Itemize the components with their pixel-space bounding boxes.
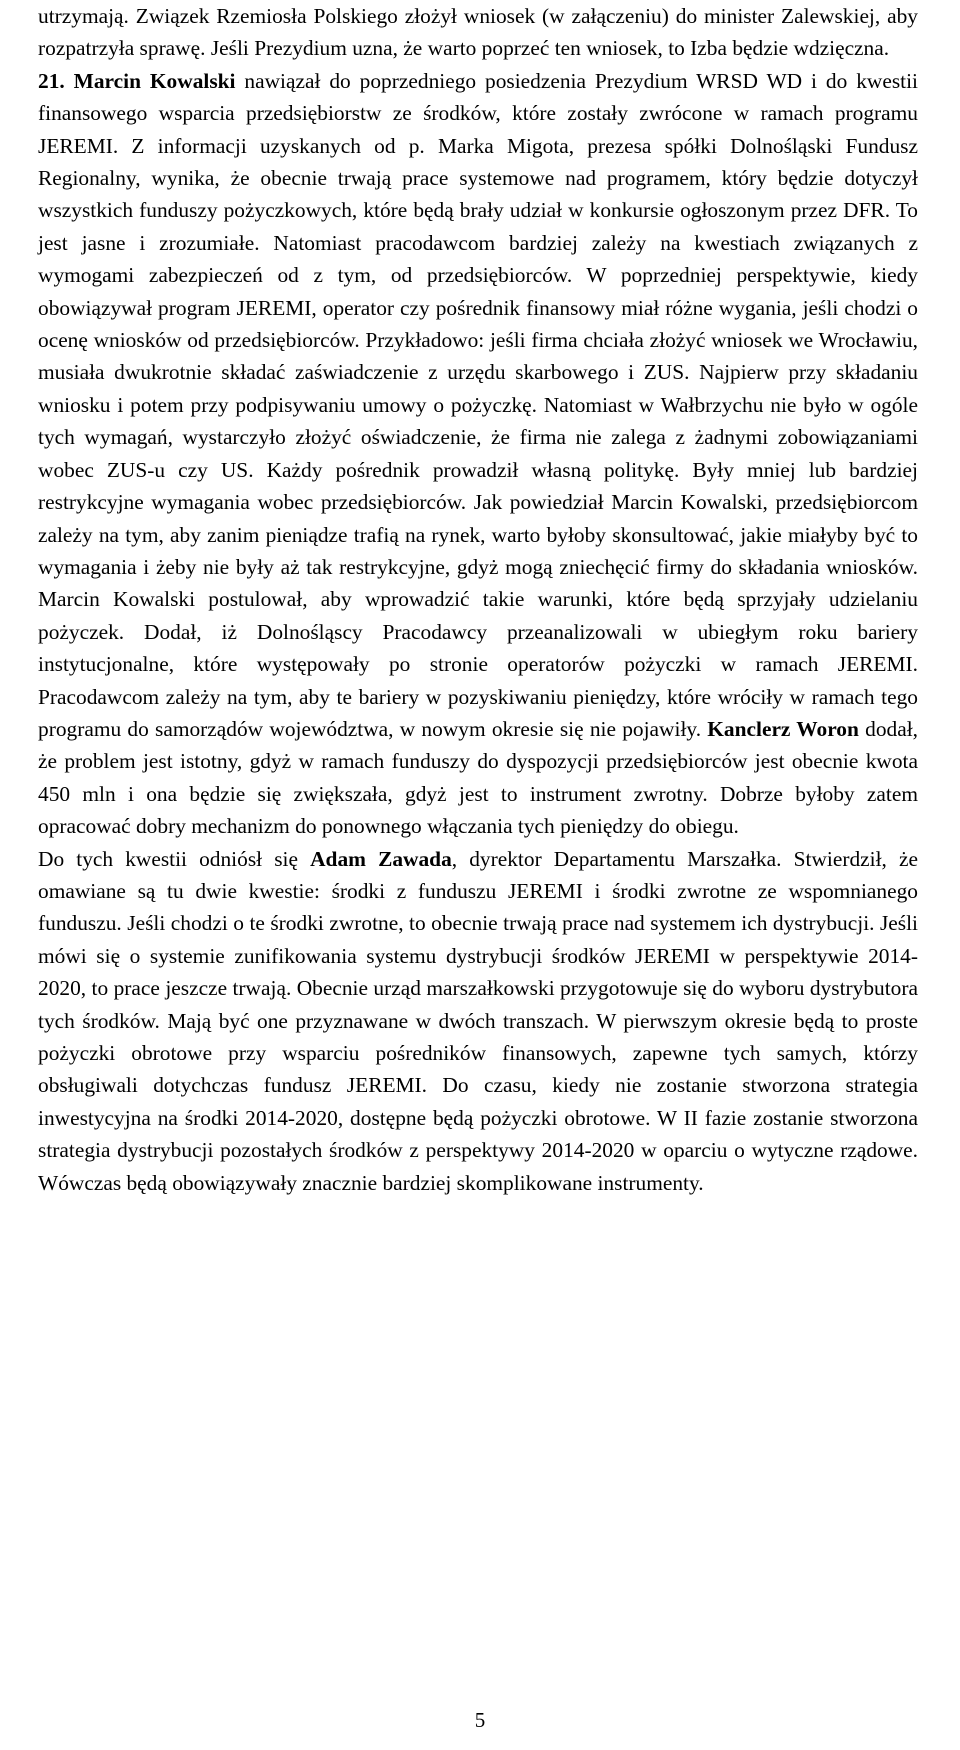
paragraph-zawada-text: , dyrektor Departamentu Marszałka. Stwierdził, że omawiane są tu dwie kwestie: środki z funduszu JEREMI i środki zwrotne ze wspomnianego funduszu. Jeśli chodzi o te środki zwrotne, to obecnie trwają prace nad systemem ich dystrybucji. Jeśli mówi się o systemie zunifikowania systemu dystrybucji środków JEREMI w perspektywie 2014-2020, to prace jeszcze trwają. Obecnie urząd marszałkowski przygotowuje się do wyboru dystrybutora tych środków. Mają być one przyznawane w dwóch transzach. W pierwszym okresie będą to proste pożyczki obrotowe przy wsparciu pośredników finansowych, zapewne tych samych, którzy obsługiwali dotychczas fundusz JEREMI. Do czasu, kiedy nie zostanie stworzona strategia inwestycyjna na środki 2014-2020, dostępne będą pożyczki obrotowe. W II fazie zostanie stworzona strategia dystrybucji pozostałych środków z perspektywy 2014-2020 w oparciu o wytyczne rządowe. Wówczas będą obowiązywały znacznie bardziej skomplikowane instrumenty.: [38, 846, 918, 1195]
document-page: [38, 0, 918, 1199]
paragraph-item-21-text: nawiązał do poprzedniego posiedzenia Prezydium WRSD WD i do kwestii finansowego wsparcia przedsiębiorstw ze środków, które zostały zwrócone w ramach programu JEREMI. Z informacji uzyskanych od p. Marka Migota, prezesa spółki Dolnośląski Fundusz Regionalny, wynika, że obecnie trwają prace systemowe nad programem, który będzie dotyczył wszystkich funduszy pożyczkowych, które będą brały udział w konkursie ogłoszonym przez DFR. To jest jasne i zrozumiałe. Natomiast pracodawcom bardziej zależy na kwestiach związanych z wymogami zabezpieczeń od z tym, od przedsiębiorców. W poprzedniej perspektywie, kiedy obowiązywał program JEREMI, operator czy pośrednik finansowy miał różne wygania, jeśli chodzi o ocenę wniosków od przedsiębiorców. Przykładowo: jeśli firma chciała złożyć wniosek we Wrocławiu, musiała dwukrotnie składać zaświadczenie z urzędu skarbowego i ZUS. Najpierw przy składaniu wniosku i potem przy podpisywaniu umowy o pożyczkę. Natomiast w Wałbrzychu nie było w ogóle tych wymagań, wystarczyło złożyć oświadczenie, że firma nie zalega z żadnymi zobowiązaniami wobec ZUS-u czy US. Każdy pośrednik prowadził własną politykę. Były mniej lub bardziej restrykcyjne wymagania wobec przedsiębiorców. Jak powiedział Marcin Kowalski, przedsiębiorcom zależy na tym, aby zanim pieniądze trafią na rynek, warto byłoby skonsultować, jakie miałyby być to wymagania i żeby nie były aż tak restrykcyjne, gdyż mogą zniechęcić firmy do składania wniosków. Marcin Kowalski postulował, aby wprowadzić takie warunki, które będą sprzyjały udzielaniu pożyczek. Dodał, iż Dolnośląscy Pracodawcy przeanalizowali w ubiegłym roku bariery instytucjonalne, które występowały po stronie operatorów pożyczki w ramach JEREMI. Pracodawcom zależy na tym, aby te bariery w pozyskiwaniu pieniędzy, które wróciły w ramach tego programu do samorządów województwa, w nowym okresie się nie pojawiły.: [38, 68, 918, 741]
speaker-marcin-kowalski: 21. Marcin Kowalski: [38, 68, 236, 93]
paragraph-intro-text: utrzymają. Związek Rzemiosła Polskiego złożył wniosek (w załączeniu) do minister Zalewskiej, aby rozpatrzyła sprawę. Jeśli Prezydium uzna, że warto poprzeć ten wniosek, to Izba będzie wdzięczna.: [38, 4, 918, 61]
page-number: 5: [474, 1708, 486, 1732]
paragraph-zawada-lead: Do tych kwestii odniósł się: [38, 846, 311, 871]
paragraph-zawada: [38, 843, 918, 1199]
paragraph-item-21-text-continued: dodał, że problem jest istotny, gdyż w ramach funduszy do dyspozycji przedsiębiorców jest obecnie kwota 450 mln i ona będzie się zwiększała, gdyż jest to instrument zwrotny. Dobrze byłoby zatem opracować dobry mechanizm do ponownego włączania tych pieniędzy do obiegu.: [38, 716, 918, 839]
paragraph-intro: [38, 0, 918, 65]
speaker-adam-zawada: Adam Zawada: [310, 846, 452, 871]
paragraph-item-21: [38, 65, 918, 843]
speaker-kanclerz-woron: Kanclerz Woron: [707, 716, 859, 741]
